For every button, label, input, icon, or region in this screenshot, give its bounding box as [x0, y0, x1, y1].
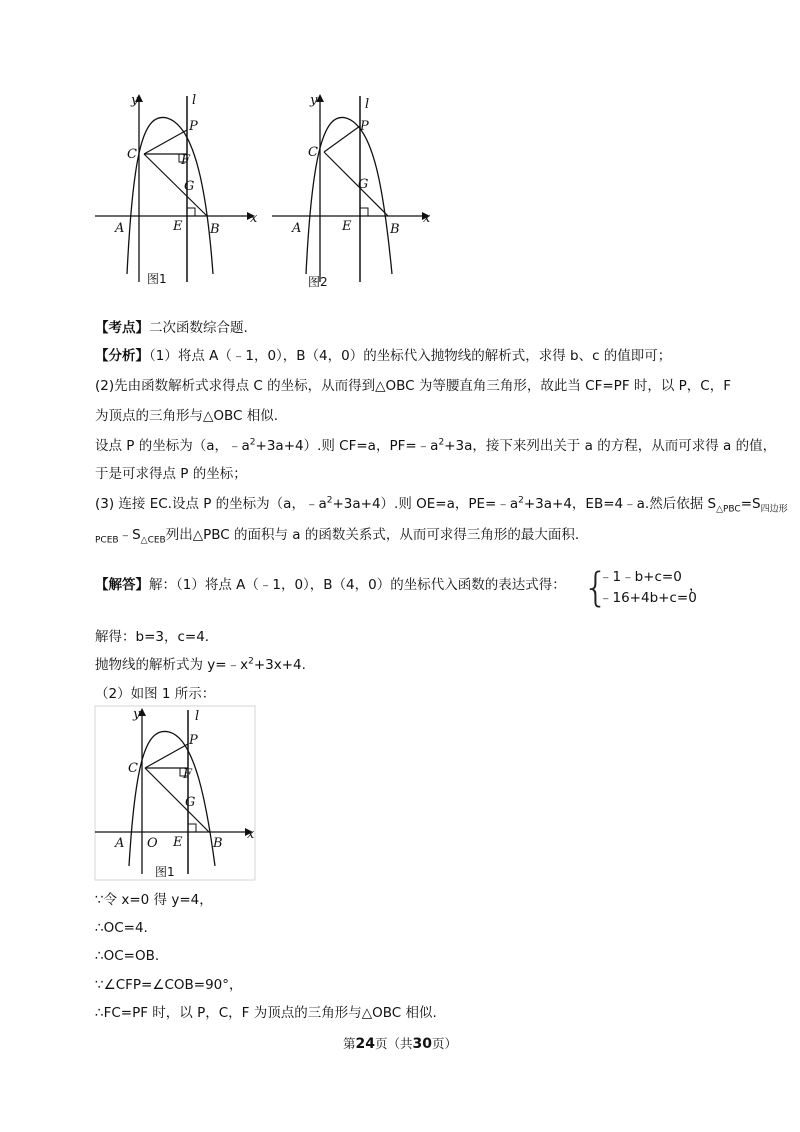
fenxi-line-7 [95, 525, 579, 545]
parabola [127, 117, 213, 274]
segment-cp [324, 126, 360, 152]
label-l: l [365, 97, 370, 112]
right-angle-e [187, 208, 195, 216]
fenxi-4b: +3a+4）.则 CF=a，PF=﹣a [255, 438, 439, 454]
label-c: C [308, 145, 318, 160]
jieda-line-7: ∴OC=OB. [95, 948, 160, 964]
label-c: C [127, 147, 137, 162]
fenxi-6c: +3a+4，EB=4﹣a.然后依据 S [523, 496, 717, 512]
label-a: A [292, 221, 302, 236]
fenxi-4a: 设点 P 的坐标为（a，﹣a [95, 438, 250, 454]
label-f: F [181, 153, 191, 168]
fenxi-text-1: （1）将点 A（﹣1，0），B（4，0）的坐标代入抛物线的解析式，求得 b、c 的值即可； [149, 348, 672, 364]
fenxi-6-sub2: 四边形 [760, 504, 788, 515]
jieda-line-4: （2）如图 1 所示： [95, 686, 216, 702]
label-e: E [173, 219, 183, 234]
segment-cp [145, 744, 188, 768]
footer-suffix: 页） [431, 1036, 457, 1051]
label-a: A [115, 221, 125, 236]
segment-cb [145, 768, 209, 832]
fenxi-6e: =S [740, 496, 761, 512]
parabola [306, 117, 392, 274]
caption-fig1: 图1 [147, 272, 167, 286]
label-y: y [310, 93, 318, 108]
label-p: P [189, 733, 198, 748]
label-a: A [115, 836, 125, 851]
equation-2: ﹣16+4b+c=0 [599, 590, 697, 606]
label-c: C [128, 761, 138, 776]
fenxi-line-4 [95, 436, 776, 456]
fenxi-6b: +3a+4）.则 OE=a，PE=﹣a [332, 496, 519, 512]
equation-1: ﹣1﹣b+c=0 [599, 569, 682, 585]
fenxi-7-sub1: PCEB [95, 535, 119, 546]
equation-comma: ， [689, 578, 703, 594]
fenxi-line-2: (2)先由函数解析式求得点 C 的坐标，从而得到△OBC 为等腰直角三角形，故此当 CF=PF 时，以 P，C，F [95, 378, 731, 394]
label-p: P [360, 119, 369, 134]
label-l: l [195, 709, 200, 724]
label-y: y [131, 93, 139, 108]
label-e: E [173, 835, 183, 850]
label-l: l [192, 93, 197, 108]
figure-2-svg [272, 92, 442, 292]
jieda-line-1 [95, 575, 566, 595]
fenxi-4-sup1: 2 [249, 437, 256, 448]
label-o: O [147, 836, 158, 851]
page-footer [0, 1034, 800, 1052]
page-total: 30 [412, 1036, 432, 1052]
label-x: x [423, 211, 431, 226]
figure-2 [272, 92, 442, 292]
jieda-text-1: 解：（1）将点 A（﹣1，0），B（4，0）的坐标代入函数的表达式得： [149, 577, 566, 593]
fenxi-tag: 【分析】 [95, 348, 149, 364]
fenxi-4c: +3a，接下来列出关于 a 的方程，从而可求得 a 的值， [444, 438, 777, 454]
jieda-3-sup: 2 [248, 656, 254, 667]
label-g: G [358, 177, 369, 192]
fenxi-line-3: 为顶点的三角形与△OBC 相似. [95, 408, 279, 424]
page-number: 24 [355, 1036, 375, 1052]
label-e: E [342, 219, 352, 234]
jieda-line-2: 解得：b=3，c=4. [95, 629, 210, 645]
right-angle-e [188, 824, 196, 832]
jieda-3a: 抛物线的解析式为 y=﹣x [95, 657, 249, 673]
fenxi-4-sup2: 2 [438, 437, 445, 448]
jieda-line-9: ∴FC=PF 时，以 P，C，F 为顶点的三角形与△OBC 相似. [95, 1005, 437, 1021]
jieda-line-8: ∵∠CFP=∠COB=90°， [95, 977, 243, 993]
jieda-line-6: ∴OC=4. [95, 920, 148, 936]
fenxi-line-6 [95, 494, 788, 514]
label-b: B [213, 836, 223, 851]
fenxi-6-sup2: 2 [518, 495, 524, 506]
equation-system [583, 567, 697, 609]
jieda-line-3 [95, 655, 306, 675]
label-b: B [210, 222, 220, 237]
label-x: x [247, 827, 255, 842]
label-g: G [185, 795, 196, 810]
segment-cb [324, 152, 388, 216]
fenxi-6-sub1: △PBC [716, 504, 741, 515]
fenxi-7d: 列出△PBC 的面积与 a 的函数关系式，从而可求得三角形的最大面积. [165, 527, 580, 543]
jieda-tag: 【解答】 [95, 577, 149, 593]
label-x: x [250, 211, 258, 226]
jieda-line-5: ∵令 x=0 得 y=4， [95, 892, 213, 908]
segment-cp [144, 130, 187, 154]
figure-3-frame [95, 706, 255, 880]
figure-1 [95, 92, 265, 292]
figure-1-svg [95, 92, 265, 292]
fenxi-7-sub2: △CEB [140, 535, 166, 546]
jieda-3b: +3x+4. [253, 657, 306, 673]
caption-fig3: 图1 [155, 865, 175, 879]
label-g: G [184, 179, 195, 194]
fenxi-7b: ﹣S [118, 527, 141, 543]
label-f: F [183, 767, 193, 782]
fenxi-line-5: 于是可求得点 P 的坐标； [95, 466, 247, 482]
caption-fig2: 图2 [308, 275, 328, 289]
kaodian-line [95, 318, 248, 338]
right-angle-e [360, 208, 368, 216]
footer-middle: 页（共 [374, 1036, 413, 1051]
label-y: y [133, 707, 141, 722]
kaodian-tag: 【考点】 [95, 320, 149, 336]
equation-brace: { [583, 565, 609, 611]
label-b: B [390, 222, 400, 237]
fenxi-line-1 [95, 346, 671, 366]
footer-prefix: 第 [342, 1036, 356, 1051]
fenxi-6a: (3) 连接 EC.设点 P 的坐标为（a，﹣a [95, 496, 327, 512]
fenxi-6-sup1: 2 [326, 495, 333, 506]
kaodian-text: 二次函数综合题. [149, 320, 248, 336]
figure-3 [95, 706, 257, 882]
label-p: P [189, 119, 198, 134]
figure-3-svg [95, 706, 257, 882]
